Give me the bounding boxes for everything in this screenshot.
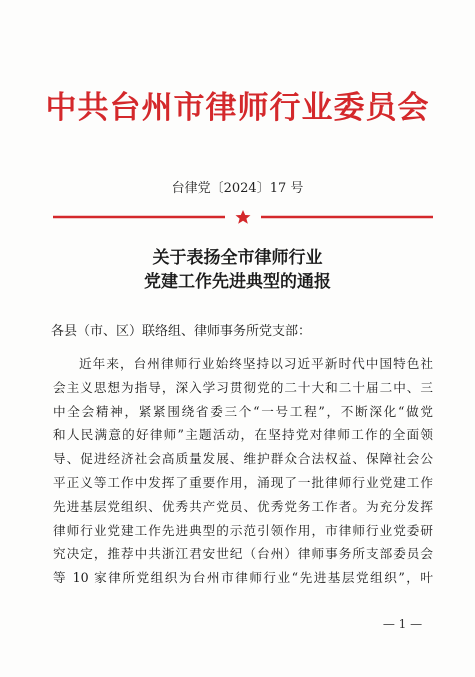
- subject-line-1: 关于表扬全市律师行业: [152, 248, 323, 268]
- body-line: 律师行业党建工作先进典型的示范引领作用，市律师行业党委研: [53, 522, 433, 538]
- body-text: [53, 352, 433, 590]
- star-icon: [236, 210, 251, 224]
- document-subject: [0, 246, 475, 294]
- body-line: 导、促进经济社会高质量发展、维护群众合法权益、保障社会公: [53, 451, 433, 467]
- body-line: 中全会精神，紧紧围绕省委三个“一号工程”，不断深化“做党: [53, 403, 433, 419]
- document-number: 台律党〔2024〕17 号: [171, 181, 304, 196]
- body-line: 和人民满意的好律师”主题活动，在坚持党对律师工作的全面领: [53, 427, 433, 443]
- page-number: — 1 —: [382, 617, 423, 631]
- subject-line-2: 党建工作先进典型的通报: [144, 272, 331, 292]
- body-line: 近年来，台州律师行业始终坚持以习近平新时代中国特色社: [79, 356, 433, 371]
- body-line: 会主义思想为指导，深入学习贯彻党的二十大和二十届二中、三: [53, 379, 433, 395]
- salutation: 各县（市、区）联络组、律师事务所党支部：: [51, 324, 312, 339]
- body-line: 先进基层党组织、优秀共产党员、优秀党务工作者。为充分发挥: [53, 498, 433, 514]
- issuer-title: 中共台州市律师行业委员会: [45, 90, 430, 126]
- body-line: 究决定，推荐中共浙江君安世纪（台州）律师事务所支部委员会: [53, 546, 433, 562]
- red-divider: [53, 213, 433, 221]
- body-line: 平正义等工作中发挥了重要作用，涌现了一批律师行业党建工作: [53, 474, 433, 490]
- body-line: 等 10 家律所党组织为台州市律师行业“先进基层党组织”，叶: [53, 570, 433, 586]
